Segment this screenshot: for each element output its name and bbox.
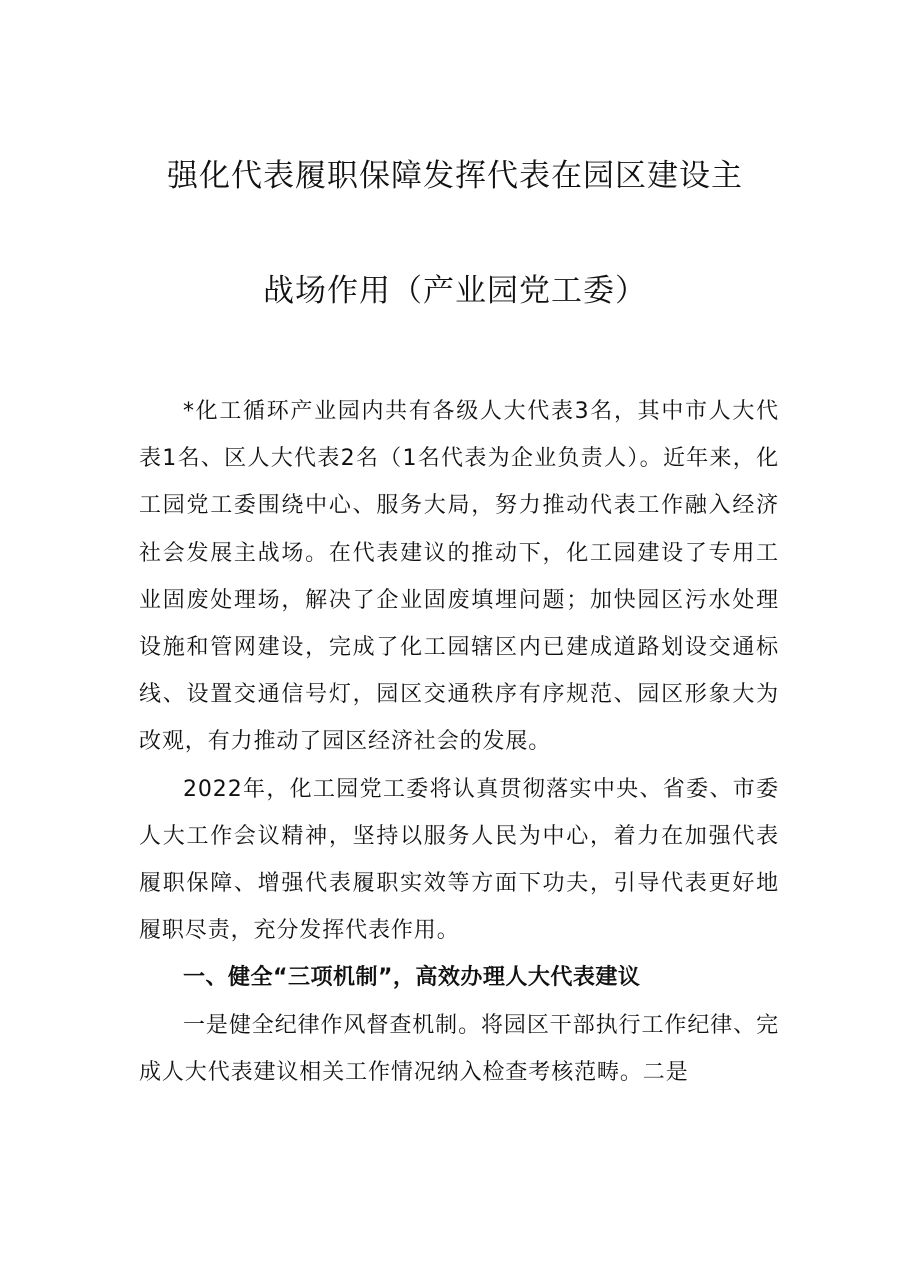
- paragraph-intro: *化工循环产业园内共有各级人大代表3名，其中市人大代表1名、区人大代表2名（1名代表为企业负责人）。近年来，化工园党工委围绕中心、服务大局，努力推动代表工作融入经济社会发展主战场。在代表建议的推动下，化工园建设了专用工业固废处理场，解决了企业固废填埋问题；加快园区污水处理设施和管网建设，完成了化工园辖区内已建成道路划设交通标线、设置交通信号灯，园区交通秩序有序规范、园区形象大为改观，有力推动了园区经济社会的发展。: [139, 399, 779, 755]
- document-title-line-2: 战场作用（产业园党工委）: [263, 273, 647, 309]
- paragraph-mechanism: 一是健全纪律作风督查机制。将园区干部执行工作纪律、完成人大代表建议相关工作情况纳入检查考核范畴。二是: [139, 1012, 779, 1085]
- document-body: [139, 388, 779, 1096]
- document-title-line-1: 强化代表履职保障发挥代表在园区建设主: [167, 158, 743, 194]
- paragraph-2022-plan: 2022年，化工园党工委将认真贯彻落实中央、省委、市委人大工作会议精神，坚持以服务人民为中心，着力在加强代表履职保障、增强代表履职实效等方面下功夫，引导代表更好地履职尽责，充分发挥代表作用。: [139, 776, 779, 944]
- section-heading-1: 一、健全“三项机制”，高效办理人大代表建议: [183, 965, 641, 991]
